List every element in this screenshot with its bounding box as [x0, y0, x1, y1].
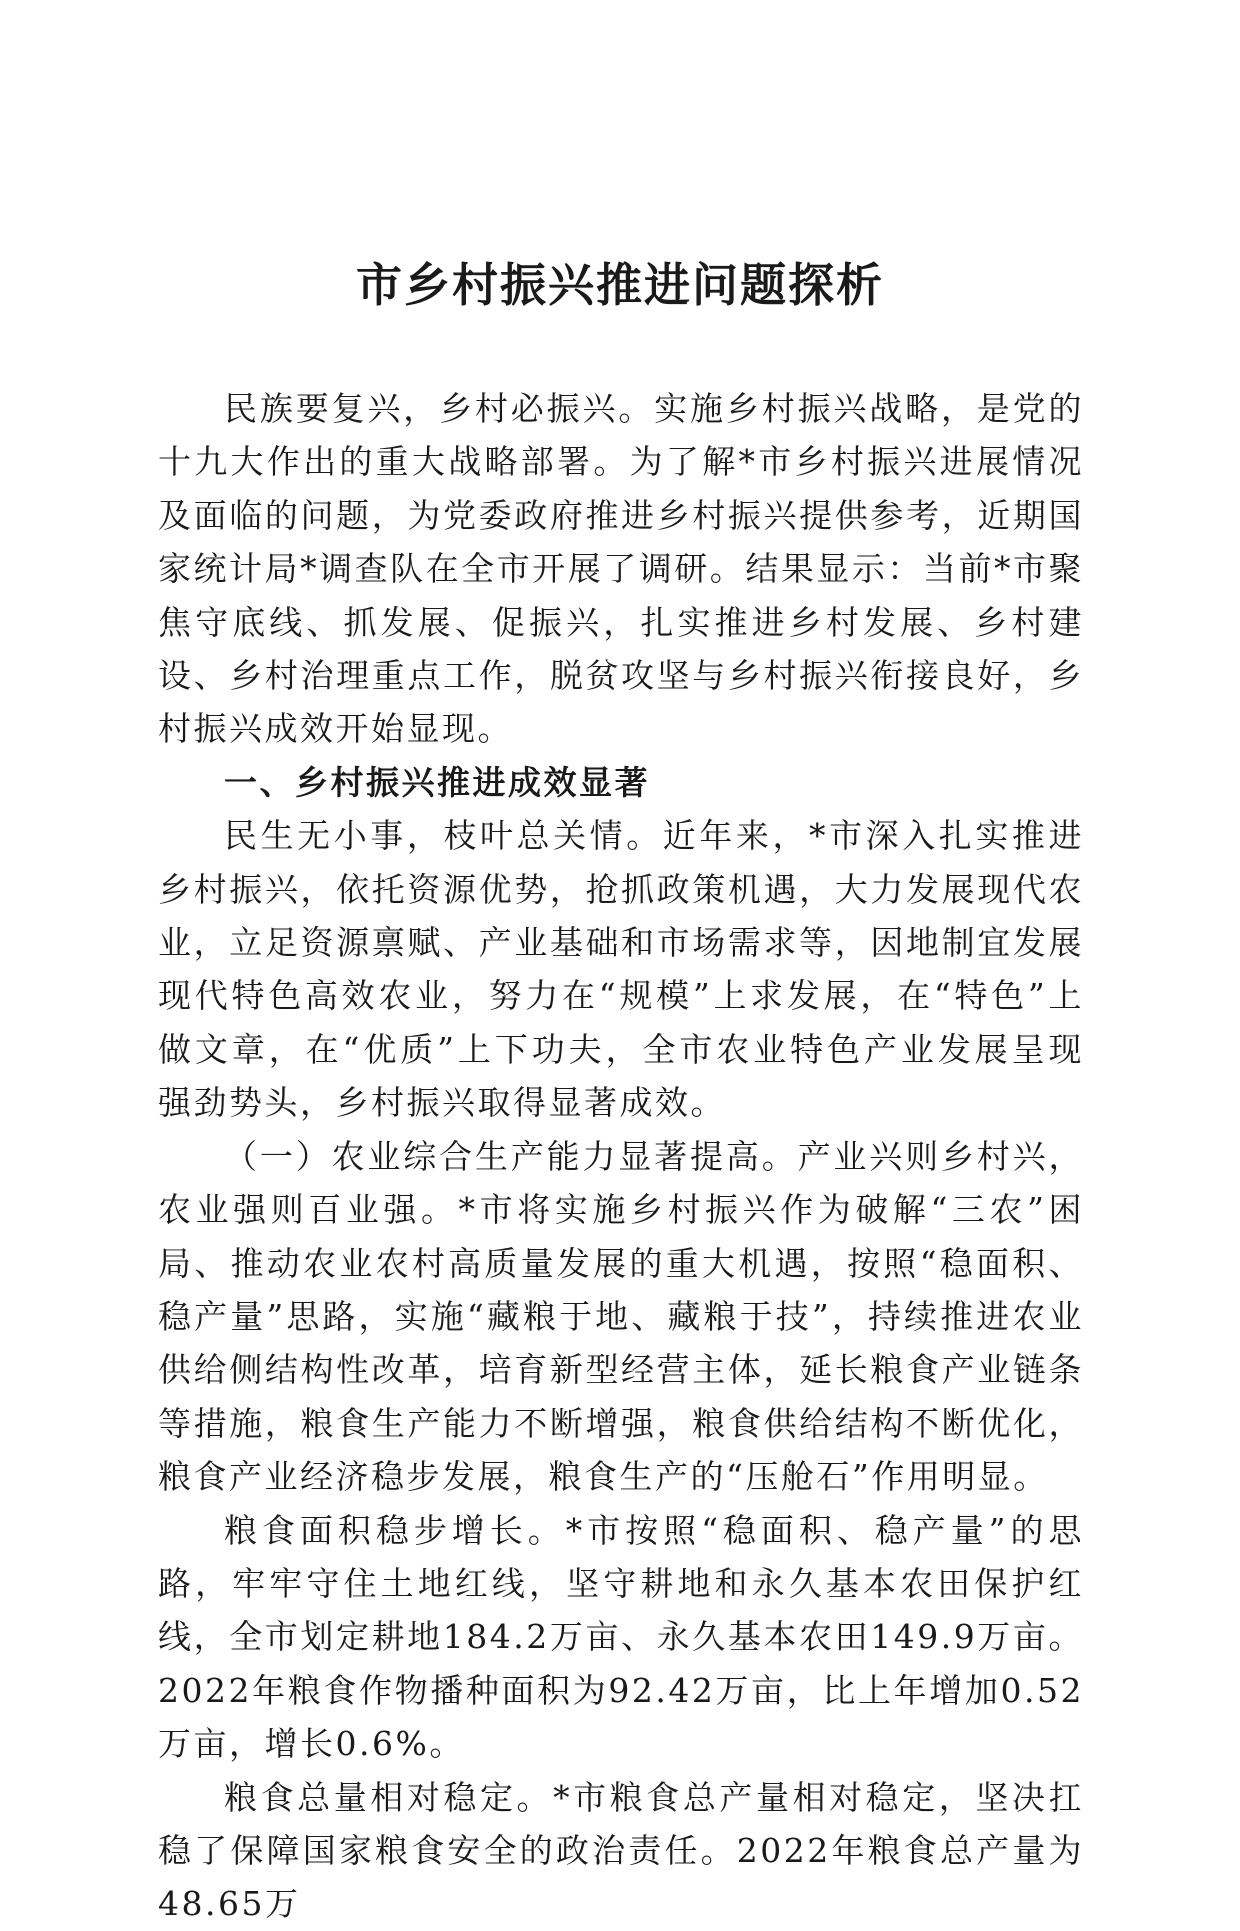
paragraph-subsection-1: （一）农业综合生产能力显著提高。产业兴则乡村兴，农业强则百业强。*市将实施乡村振兴作为破解“三农”困局、推动农业农村高质量发展的重大机遇，按照“稳面积、稳产量”思路，实施“藏粮于地、藏粮于技”，持续推进农业供给侧结构性改革，培育新型经营主体，延长粮食产业链条等措施，粮食生产能力不断增强，粮食供给结构不断优化，粮食产业经济稳步发展，粮食生产的“压舱石”作用明显。 [158, 1136, 1084, 1497]
document-body [158, 382, 1084, 1931]
section-heading-1: 一、乡村振兴推进成效显著 [224, 762, 650, 802]
paragraph-section-1-intro: 民生无小事，枝叶总关情。近年来，*市深入扎实推进乡村振兴，依托资源优势，抢抓政策机遇，大力发展现代农业，立足资源禀赋、产业基础和市场需求等，因地制宜发展现代特色高效农业，努力在“规模”上求发展，在“特色”上做文章，在“优质”上下功夫，全市农业特色产业发展呈现强劲势头，乡村振兴取得显著成效。 [158, 816, 1084, 1123]
document-title: 市乡村振兴推进问题探析 [356, 258, 884, 312]
paragraph-grain-area: 粮食面积稳步增长。*市按照“稳面积、稳产量”的思路，牢牢守住土地红线，坚守耕地和永久基本农田保护红线，全市划定耕地184.2万亩、永久基本农田149.9万亩。2022年粮食作物播种面积为92.42万亩，比上年增加0.52万亩，增长0.6%。 [158, 1510, 1084, 1764]
paragraph-grain-output: 粮食总量相对稳定。*市粮食总产量相对稳定，坚决扛稳了保障国家粮食安全的政治责任。2022年粮食总产量为48.65万 [158, 1777, 1084, 1924]
paragraph-intro: 民族要复兴，乡村必振兴。实施乡村振兴战略，是党的十九大作出的重大战略部署。为了解*市乡村振兴进展情况及面临的问题，为党委政府推进乡村振兴提供参考，近期国家统计局*调查队在全市开展了调研。结果显示：当前*市聚焦守底线、抓发展、促振兴，扎实推进乡村发展、乡村建设、乡村治理重点工作，脱贫攻坚与乡村振兴衔接良好，乡村振兴成效开始显现。 [158, 389, 1084, 749]
